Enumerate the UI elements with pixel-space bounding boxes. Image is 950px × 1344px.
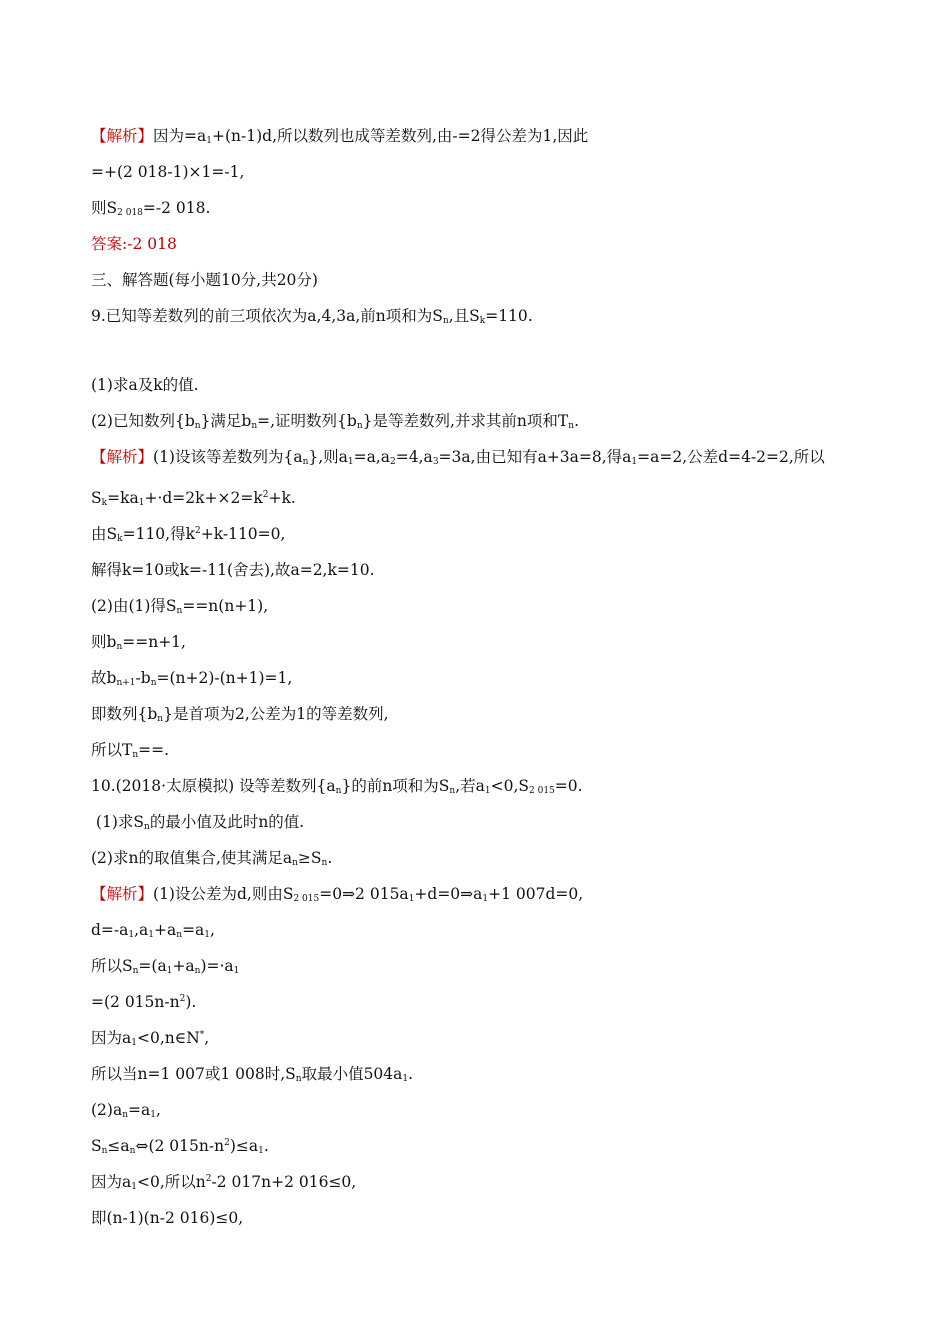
solution-9-line-2: $S_k=ka_1+\cdot d=2k+\times 2=k^2+k$.: [91, 489, 296, 508]
analysis-tag: 【解析】: [91, 885, 154, 903]
question-10-part-1: (1)求$S_n$的最小值及此时n的值.: [91, 813, 305, 832]
solution-10-line-2: $d=-a_1,a_1+a_n=a_1$,: [91, 921, 215, 940]
solution-10-line-9: 因为$a_1<0$,所以$n^2-2$ 017n+2 016≤0,: [91, 1173, 357, 1192]
solution-10-line-3: 所以$S_n=(a_1+a_n)=\cdot a_1$: [91, 957, 240, 976]
question-10: 10.(2018·太原模拟) 设等差数列$\{a_n\}$的前n项和为$S_n$,若$a_1<0,S_{2 015}=0$.: [91, 777, 583, 796]
solution-10-line-8: $S_n\le a_n\Leftrightarrow(2$ $015n-n^2)\le a_1$.: [91, 1137, 269, 1156]
question-9-part-1: (1)求a及k的值.: [91, 376, 199, 394]
question-9: 9.已知等差数列的前三项依次为a,4,3a,前n项和为$S_n$,且$S_k=110$.: [91, 307, 533, 326]
analysis-line-3: 则$S_{2 018}=-2$ 018.: [91, 199, 211, 218]
solution-9-line-5: (2)由(1)得$S_n==n(n+1)$,: [91, 597, 269, 616]
analysis-tag: 【解析】: [91, 127, 154, 145]
solution-10-line-5: 因为$a_1<0,n\in N^*$,: [91, 1029, 210, 1048]
analysis-line-2: =+(2 018-1)×1=-1,: [91, 163, 245, 181]
solution-10-line-10: 即(n-1)(n-2 016)≤0,: [91, 1209, 244, 1227]
analysis-line-1: 【解析】因为$=a_1+(n-1)d$,所以数列也成等差数列,由-=2得公差为1,因此: [91, 127, 589, 146]
question-10-part-2: (2)求n的取值集合,使其满足$a_n\ge S_n$.: [91, 849, 333, 868]
solution-9-line-6: 则$b_n==n+1$,: [91, 633, 186, 652]
answer-line: 答案:-2 018: [91, 235, 177, 253]
solution-9-line-7: 故$b_{n+1}-b_n=(n+2)-(n+1)=1$,: [91, 669, 293, 688]
solution-10-line-1: 【解析】(1)设公差为d,则由$S_{2 015}=0\Rightarrow 2$ $015a_1+d=0\Rightarrow a_1+1$ 007d=0,: [91, 885, 584, 904]
solution-9-line-8: 即数列$\{b_n\}$是首项为2,公差为1的等差数列,: [91, 705, 389, 724]
analysis-tag: 【解析】: [91, 448, 154, 466]
solution-9-line-9: 所以$T_n==$.: [91, 741, 170, 760]
question-9-part-2: (2)已知数列$\{b_n\}$满足$b_n=$,证明数列$\{b_n\}$是等差数列,并求其前n项和$T_n$.: [91, 412, 579, 431]
solution-9-line-1: 【解析】(1)设该等差数列为$\{a_n\}$,则$a_1=a,a_2=4,a_3=3a$,由已知有a+3a=8,得$a_1=a=2$,公差d=4-2=2,所以: [91, 448, 825, 467]
section-heading: 三、解答题(每小题10分,共20分): [91, 271, 318, 289]
solution-10-line-4: =(2 $015n-n^2$).: [91, 993, 197, 1011]
solution-9-line-4: 解得k=10或k=-11(舍去),故a=2,k=10.: [91, 561, 375, 579]
solution-10-line-7: $(2)a_n=a_1$,: [91, 1101, 161, 1120]
solution-9-line-3: 由$S_k=110$,得$k^2+k-110=0$,: [91, 525, 286, 544]
solution-10-line-6: 所以当n=1 007或1 008时$,S_n$取最小值$504a_1$.: [91, 1065, 414, 1084]
